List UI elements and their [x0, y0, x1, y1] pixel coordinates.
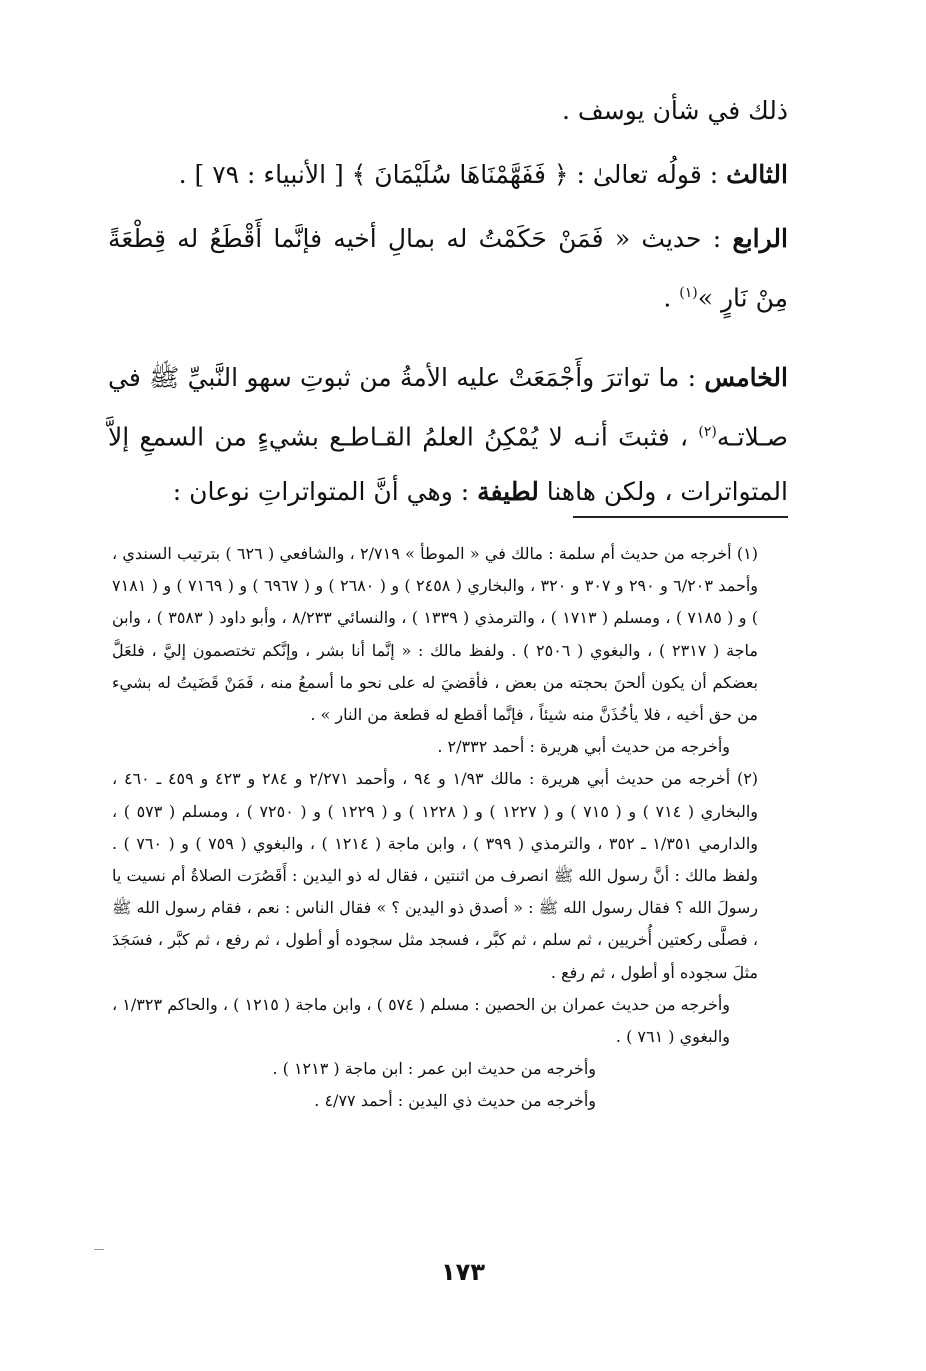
third-text: : قولُه تعالىٰ : ﴿ فَفَهَّمْنَاهَا سُلَيْمَانَ ﴾ [ الأنبياء : ٧٩ ] .	[178, 160, 727, 189]
fifth-bold-word: لطيفة	[477, 476, 539, 506]
footnote-2-extra-c: وأخرجه من حديث ذي اليدين : أحمد ٤/٧٧ .	[314, 1091, 596, 1111]
scan-speck	[94, 1249, 104, 1250]
paragraph-intro: ذلك في شأن يوسف .	[562, 96, 788, 125]
main-text	[108, 84, 788, 519]
paragraph-fifth	[108, 351, 788, 518]
fifth-text-1: : ما تواترَ وأَجْمَعَتْ عليه الأمةُ من ثبوتِ سهو النَّبيِّ ﷺ في صـلاتـه	[108, 363, 788, 452]
fourth-label: الرابع	[732, 224, 788, 253]
page-number: ١٧٣	[441, 1258, 485, 1286]
third-label: الثالث	[726, 160, 788, 189]
footnote-1: (١) أخرجه من حديث أم سلمة : مالك في « الموطأ » ٢/٧١٩ ، والشافعي ( ٦٢٦ ) بترتيب السندي ، وأحمد ٦/٢٠٣ و ٢٩٠ و ٣٠٧ و ٣٢٠ ، والبخاري ( ٢٤٥٨ ) و ( ٢٦٨٠ ) و ( ٦٩٦٧ ) و ( ٧١٦٩ ) و ( ٧١٨١ ) و ( ٧١٨٥ ) ، ومسلم ( ١٧١٣ ) ، والترمذي ( ١٣٣٩ ) ، والنسائي ٨/٢٣٣ ، وأبو داود ( ٣٥٨٣ ) ، وابن ماجة ( ٢٣١٧ ) ، والبغوي ( ٢٥٠٦ ) . ولفظ مالك : « إنَّما أنا بشر ، وإنَّكم تختصمون إليَّ ، فلعَلَّ بعضكم أن يكون ألحنَ بحجته من بعض ، فأقضيَ له على نحو ما أسمعُ منه ، فَمَنْ قَضَيتُ له بشيء من حق أخيه ، فلا يأخُذَنَّ منه شيئاً ، فإنَّما أقطع له قطعة من النار » .	[112, 544, 759, 725]
fifth-text-3: : وهي أنَّ المتواتراتِ نوعان :	[172, 476, 478, 506]
footnote-ref-2: (٢)	[698, 424, 717, 441]
footnote-1-extra: وأخرجه من حديث أبي هريرة : أحمد ٢/٣٣٢ .	[437, 737, 730, 757]
footnote-2: (٢) أخرجه من حديث أبي هريرة : مالك ١/٩٣ و ٩٤ ، وأحمد ٢/٢٧١ و ٢٨٤ و ٤٢٣ و ٤٥٩ ـ ٤٦٠ ، والبخاري ( ٧١٤ ) و ( ٧١٥ ) و ( ١٢٢٧ ) و ( ١٢٢٨ ) و ( ١٢٢٩ ) و ( ٧٢٥٠ ) ، ومسلم ( ٥٧٣ ) ، والدارمي ١/٣٥١ ـ ٣٥٢ ، والترمذي ( ٣٩٩ ) ، وابن ماجة ( ١٢١٤ ) ، والبغوي ( ٧٥٩ ) و ( ٧٦٠ ) . ولفظ مالك : أنَّ رسول الله ﷺ انصرف من اثنتين ، فقال له ذو اليدين : أَقَصُرَت الصلاةُ أم نسيت يا رسولَ الله ؟ فقال رسول الله ﷺ : « أصدق ذو اليدين ؟ » فقال الناس : نعم ، فقام رسول الله ﷺ ، فصلَّى ركعتين أُخريين ، ثم سلم ، ثم كبَّر ، فسجد مثل سجوده أو أطول ، ثم رفع ، ثم كبَّر ، فسَجَدَ مثلَ سجوده أو أطول ، ثم رفع .	[112, 769, 759, 982]
paragraph-third	[108, 148, 788, 202]
paragraph-fourth	[108, 212, 788, 325]
fourth-text: : حديث « فَمَنْ حَكَمْتُ له بمالِ أخيه فإنَّما أَقْطَعُ له قِطْعَةً مِنْ نَارٍ »	[108, 224, 788, 313]
fifth-text-2: ، فثبتَ أنـه لا يُمْكِنُ العلمُ القـاطـع بشيءٍ من السمعِ إلاَّ المتواترات ، ولكن هاهنا	[108, 422, 788, 506]
footnote-2-extra-a: وأخرجه من حديث عمران بن الحصين : مسلم ( ٥٧٤ ) ، وابن ماجة ( ١٢١٥ ) ، والحاكم ١/٣٢٣ ، والبغوي ( ٧٦١ ) .	[112, 994, 731, 1047]
footnotes	[112, 538, 786, 1118]
fourth-end: .	[663, 283, 680, 313]
footnote-2-extra-b: وأخرجه من حديث ابن عمر : ابن ماجة ( ١٢١٣ ) .	[272, 1059, 596, 1079]
footnote-ref-1: (١)	[679, 285, 698, 301]
fifth-label: الخامس	[704, 363, 788, 393]
footnote-separator	[573, 516, 788, 518]
